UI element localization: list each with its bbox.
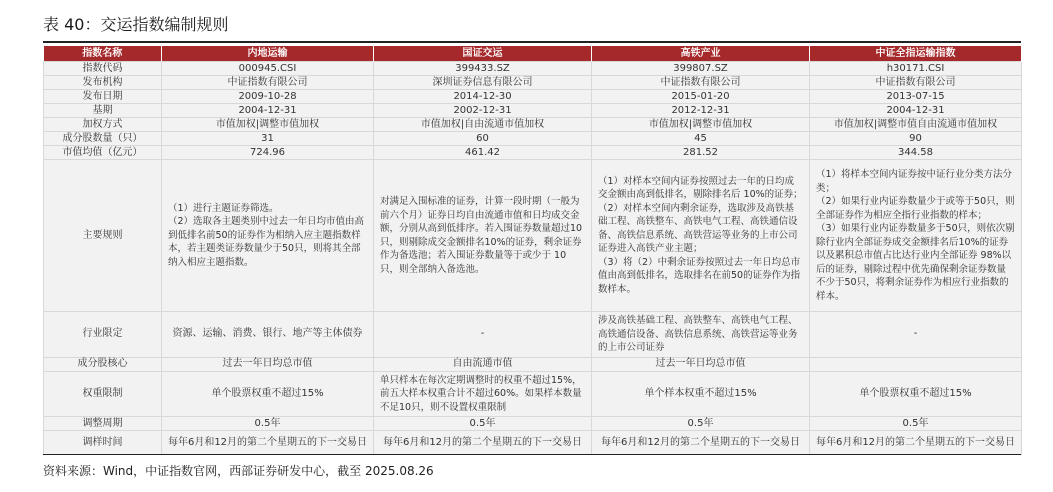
table-cell: 2014-12-30 xyxy=(374,90,592,104)
table-cell: 399807.SZ xyxy=(592,62,810,76)
header-row xyxy=(44,46,1022,62)
table-row xyxy=(44,62,1022,76)
index-rules-table xyxy=(43,46,1022,455)
row-label: 加权方式 xyxy=(44,118,162,132)
table-cell: 724.96 xyxy=(162,146,374,160)
table-cell: 中证指数有限公司 xyxy=(162,76,374,90)
table-cell: 60 xyxy=(374,132,592,146)
row-label: 发布日期 xyxy=(44,90,162,104)
table-row xyxy=(44,104,1022,118)
row-label: 成分股数量（只） xyxy=(44,132,162,146)
row-label: 基期 xyxy=(44,104,162,118)
table-cell: 每年6月和12月的第二个星期五的下一交易日 xyxy=(810,431,1022,455)
table-cell: 市值加权|调整市值自由流通市值加权 xyxy=(810,118,1022,132)
table-row xyxy=(44,76,1022,90)
table-cell: 中证指数有限公司 xyxy=(810,76,1022,90)
table-cell: 45 xyxy=(592,132,810,146)
table-row-rules xyxy=(44,160,1022,312)
table-cell: 0.5年 xyxy=(810,417,1022,431)
table-cell: 2012-12-31 xyxy=(592,104,810,118)
row-label: 调样时间 xyxy=(44,431,162,455)
table-cell: 单个股票权重不超过15% xyxy=(162,371,374,417)
rule-text: （1）将样本空间内证券按中证行业分类方法分类； （2）如果行业内证券数量少于或等于50只，则全部证券作为相应全指行业指数的样本； （3）如果行业内证券数量多于50只，则依次剔除行业内全部证券成交金额排名后10%的证券以及累积总市值占比达行业内全部证券 98%以后的证券，剔除过程中优先确保剩余证券数量不少于50只，将剩余证券作为相应行业指数的样本。 xyxy=(810,160,1022,312)
row-label: 权重限制 xyxy=(44,371,162,417)
table-cell: 深圳证券信息有限公司 xyxy=(374,76,592,90)
source-note: 资料来源：Wind，中证指数官网，西部证券研发中心，截至 2025.08.26 xyxy=(43,464,434,478)
table-cell: 344.58 xyxy=(810,146,1022,160)
table-cell: 2004-12-31 xyxy=(810,104,1022,118)
table-cell: 每年6月和12月的第二个星期五的下一交易日 xyxy=(592,431,810,455)
table-cell: 0.5年 xyxy=(162,417,374,431)
table-title: 表 40：交运指数编制规则 xyxy=(43,15,229,34)
table-cell: 过去一年日均总市值 xyxy=(162,357,374,371)
table-cell: 过去一年日均总市值 xyxy=(592,357,810,371)
row-label: 指数代码 xyxy=(44,62,162,76)
table-cell: 每年6月和12月的第二个星期五的下一交易日 xyxy=(162,431,374,455)
rule-text: （1）对样本空间内证券按照过去一年的日均成交金额由高到低排名，剔除排名后 10%的证券； （2）对样本空间内剩余证券，选取涉及高铁基础工程、高铁整车、高铁电气工程、高铁通信设备、高铁信息系统、高铁营运等业务的上市公司证券进入高铁产业主题； （3）将（2）中剩余证券按照过去一年日均总市值由高到低排名，选取排名在前50的证券作为指数样本。 xyxy=(592,160,810,312)
table-row-weight xyxy=(44,371,1022,417)
table-row-industry xyxy=(44,312,1022,358)
table-cell: 市值加权|调整市值加权 xyxy=(592,118,810,132)
row-label: 成分股核心 xyxy=(44,357,162,371)
table-cell: 单个样本权重不超过15% xyxy=(592,371,810,417)
header-cell: 内地运输 xyxy=(162,46,374,62)
table-cell: 市值加权|自由流通市值加权 xyxy=(374,118,592,132)
table-cell: 单个股票权重不超过15% xyxy=(810,371,1022,417)
row-label: 主要规则 xyxy=(44,160,162,312)
table-cell: 市值加权|调整市值加权 xyxy=(162,118,374,132)
table-cell: 中证指数有限公司 xyxy=(592,76,810,90)
rule-text: 对满足入围标准的证券，计算一段时期（一般为前六个月）证券日均自由流通市值和日均成交金额，分别从高到低排序。若入围证券数量超过10只，则剔除成交金额排名10%的证券，剩余证券作为备选池；若入围证券数量等于或少于 10 只，则全部纳入备选池。 xyxy=(374,160,592,312)
table-row-core xyxy=(44,357,1022,371)
header-cell: 国证交运 xyxy=(374,46,592,62)
table-cell: 281.52 xyxy=(592,146,810,160)
table-cell: - xyxy=(374,312,592,358)
table-cell: - xyxy=(810,312,1022,358)
table-cell: 2009-10-28 xyxy=(162,90,374,104)
table-cell: h30171.CSI xyxy=(810,62,1022,76)
header-cell: 中证全指运输指数 xyxy=(810,46,1022,62)
table-cell: 90 xyxy=(810,132,1022,146)
table-row xyxy=(44,132,1022,146)
top-rule xyxy=(43,41,1021,43)
table-cell: 2015-01-20 xyxy=(592,90,810,104)
table-cell: 资源、运输、消费、银行、地产等主体债券 xyxy=(162,312,374,358)
table-cell xyxy=(810,357,1022,371)
table-cell: 000945.CSI xyxy=(162,62,374,76)
table-cell: 399433.SZ xyxy=(374,62,592,76)
row-label: 调整周期 xyxy=(44,417,162,431)
header-cell: 指数名称 xyxy=(44,46,162,62)
table-cell: 31 xyxy=(162,132,374,146)
bottom-rule xyxy=(43,454,1021,455)
table-cell: 461.42 xyxy=(374,146,592,160)
table-cell: 涉及高铁基础工程、高铁整车、高铁电气工程、高铁通信设备、高铁信息系统、高铁营运等业务的上市公司证券 xyxy=(592,312,810,358)
row-label: 市值均值（亿元） xyxy=(44,146,162,160)
table-cell: 0.5年 xyxy=(374,417,592,431)
row-label: 发布机构 xyxy=(44,76,162,90)
table-row-period xyxy=(44,417,1022,431)
rule-text: （1）进行主题证券筛选。 （2）选取各主题类别中过去一年日均市值由高到低排名前50的证券作为相纳入应主题指数样本，若主题类证券数量少于50只，则将其全部纳入相应主题指数。 xyxy=(162,160,374,312)
table-cell: 每年6月和12月的第二个星期五的下一交易日 xyxy=(374,431,592,455)
table-cell: 2013-07-15 xyxy=(810,90,1022,104)
table-cell: 自由流通市值 xyxy=(374,357,592,371)
table-row xyxy=(44,90,1022,104)
table-cell: 2002-12-31 xyxy=(374,104,592,118)
table-cell: 0.5年 xyxy=(592,417,810,431)
table-cell: 单只样本在每次定期调整时的权重不超过15%，前五大样本权重合计不超过60%。如果样本数量不足10只，则不设置权重限制 xyxy=(374,371,592,417)
table-row-time xyxy=(44,431,1022,455)
row-label: 行业限定 xyxy=(44,312,162,358)
table-cell: 2004-12-31 xyxy=(162,104,374,118)
table-row xyxy=(44,146,1022,160)
table-row xyxy=(44,118,1022,132)
header-cell: 高铁产业 xyxy=(592,46,810,62)
